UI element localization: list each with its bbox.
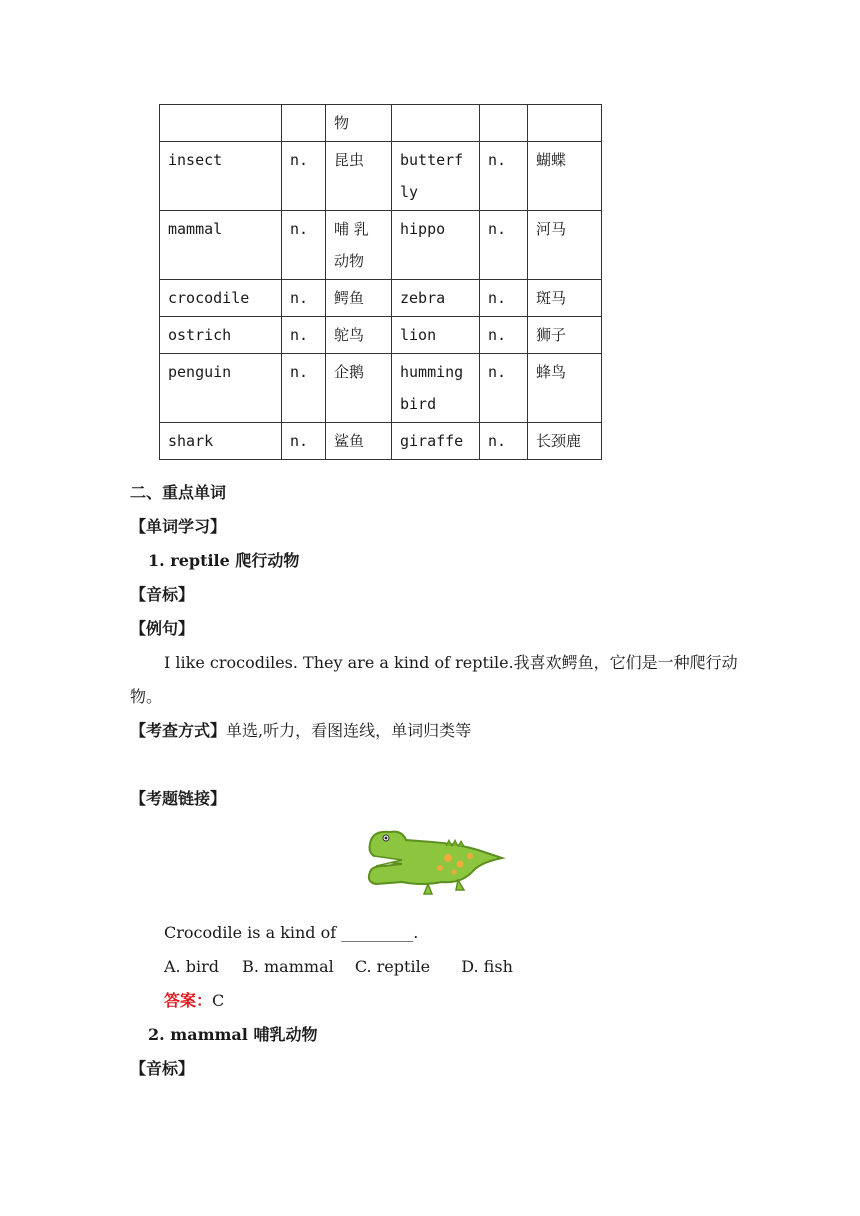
vocab-row [160,142,602,211]
vocab-cell: 昆虫 [326,142,392,211]
vocab-cell: 鳄鱼 [326,280,392,317]
vocab-cell: 蝴蝶 [528,142,602,211]
vocab-cell: n. [480,280,528,317]
crocodile-image [362,826,508,898]
vocab-cell: n. [282,142,326,211]
vocab-row [160,423,602,460]
vocab-cell: 企鹅 [326,354,392,423]
vocab-cell: insect [160,142,282,211]
vocab-cell [528,105,602,142]
exam-method-text: 单选,听力，看图连线，单词归类等 [226,721,472,740]
vocab-cell: n. [282,354,326,423]
vocab-cell: n. [282,317,326,354]
option-c: C. reptile [354,957,431,976]
option-a: A. bird [164,957,219,976]
exam-method [130,714,471,748]
vocab-cell: 鸵鸟 [326,317,392,354]
vocab-cell [392,105,480,142]
answer-value: C [212,991,225,1010]
vocab-cell: giraffe [392,423,480,460]
answer-line [164,984,224,1018]
vocab-row [160,211,602,280]
vocab-row [160,105,602,142]
vocab-cell: 斑马 [528,280,602,317]
vocab-cell: zebra [392,280,480,317]
exam-method-label: 【考查方式】 [130,721,227,740]
vocab-cell [160,105,282,142]
vocab-cell: penguin [160,354,282,423]
vocab-row [160,317,602,354]
vocab-cell: ostrich [160,317,282,354]
example-sentence: I like crocodiles. They are a kind of reptile.我喜欢鳄鱼，它们是一种爬行动物。 [130,653,738,706]
vocab-cell: 狮子 [528,317,602,354]
vocab-cell: n. [282,423,326,460]
exam-link-label: 【考题链接】 [130,789,227,808]
vocab-cell: n. [282,280,326,317]
vocab-cell: lion [392,317,480,354]
vocab-cell: 物 [326,105,392,142]
vocab-cell: 蜂鸟 [528,354,602,423]
vocab-cell: n. [282,211,326,280]
answer-options [164,950,513,984]
vocab-row [160,280,602,317]
vocab-cell: 长颈鹿 [528,423,602,460]
option-b: B. mammal [242,957,334,976]
vocab-cell [480,105,528,142]
option-d: D. fish [461,957,513,976]
vocab-cell: n. [480,142,528,211]
vocab-cell: mammal [160,211,282,280]
vocab-cell: n. [480,317,528,354]
section-title: 二、重点单词 [130,483,227,502]
word-heading-mammal: 2. mammal 哺乳动物 [148,1025,318,1044]
vocab-cell: n. [480,354,528,423]
answer-label: 答案： [164,991,213,1010]
phonetic-label-2: 【音标】 [130,1059,195,1078]
example-label: 【例句】 [130,619,195,638]
vocab-cell [282,105,326,142]
vocab-cell: n. [480,423,528,460]
vocab-cell: 哺 乳 动物 [326,211,392,280]
vocab-table [159,104,602,460]
vocab-row [160,354,602,423]
vocab-cell: n. [480,211,528,280]
phonetic-label: 【音标】 [130,585,195,604]
vocab-cell: hummingbird [392,354,480,423]
word-study-label: 【单词学习】 [130,517,227,536]
vocab-cell: crocodile [160,280,282,317]
vocab-cell: hippo [392,211,480,280]
vocab-cell: 鲨鱼 [326,423,392,460]
question-text: Crocodile is a kind of _________. [164,923,419,942]
vocab-cell: 河马 [528,211,602,280]
word-heading-reptile: 1. reptile 爬行动物 [148,551,300,570]
vocab-cell: shark [160,423,282,460]
vocab-cell: butterfly [392,142,480,211]
